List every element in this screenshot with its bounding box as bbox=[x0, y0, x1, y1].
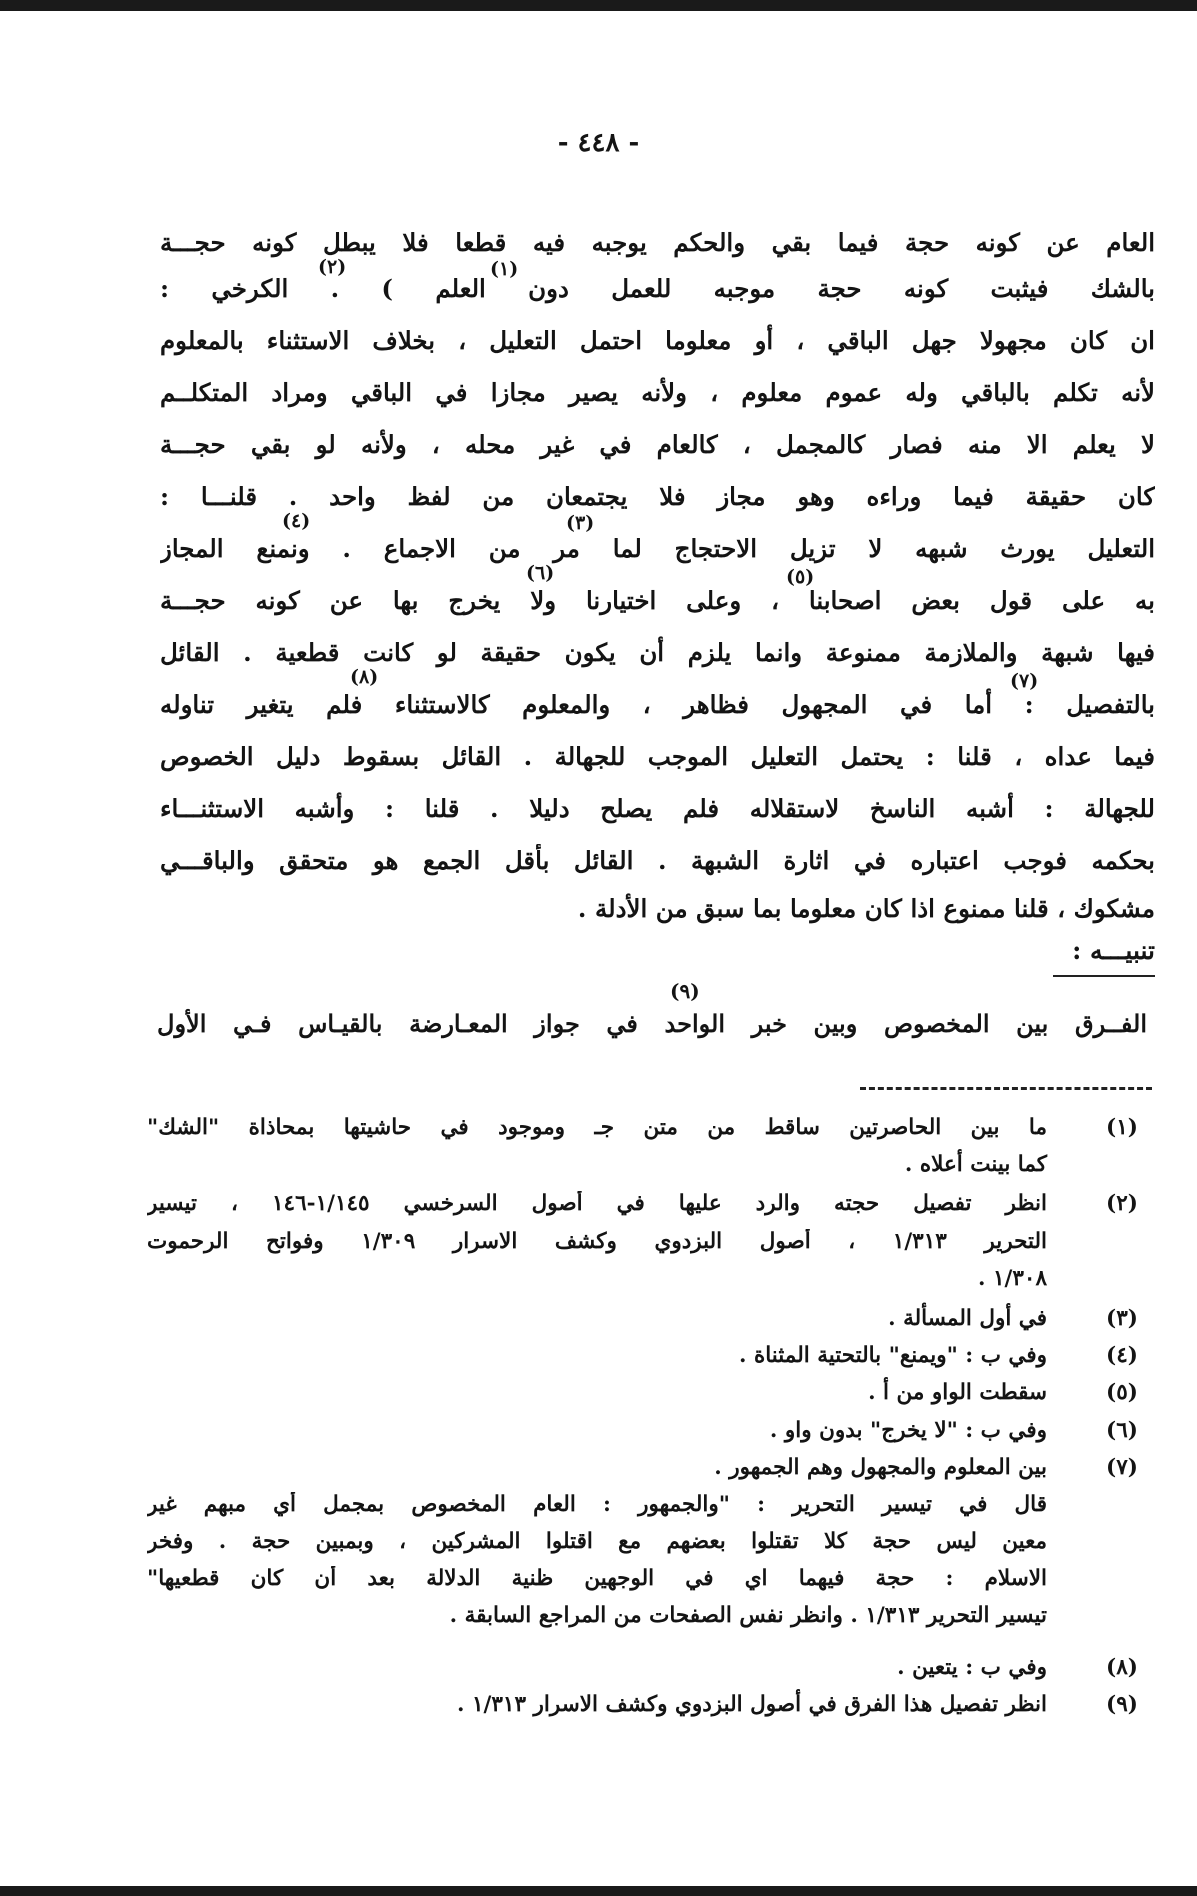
body-line: لا يعلم الا منه فصار كالمجمل ، كالعام في غير محله ، ولأنه لو بقي حجـــة bbox=[160, 430, 1155, 459]
footnote-text: وفي ب : يتعين . bbox=[897, 1655, 1047, 1680]
footnote-mark: (٩) bbox=[670, 979, 700, 1003]
footnote-number: (٧) bbox=[1106, 1455, 1138, 1480]
footnote-number: (٤) bbox=[1106, 1343, 1138, 1368]
body-line: بالتفصيل : أما في المجهول فظاهر ، والمعلوم كالاستثناء فلم يتغير تناوله bbox=[160, 690, 1155, 719]
body-line: العام عن كونه حجة فيما بقي والحكم يوجبه فيه قطعا فلا يبطل كونه حجـــة bbox=[160, 228, 1155, 257]
body-line: لأنه تكلم بالباقي وله عموم معلوم ، ولأنه يصير مجازا في الباقي ومراد المتكلــم bbox=[160, 378, 1155, 407]
footnote-mark: (١) bbox=[490, 258, 519, 280]
page-number: - ٤٤٨ - bbox=[557, 128, 640, 158]
footnote-text: قال في تيسير التحرير : "والجمهور : العام المخصوص بمجمل أي مبهم غير bbox=[147, 1492, 1047, 1517]
footnote-text: تيسير التحرير ١/٣١٣ . وانظر نفس الصفحات من المراجع السابقة . bbox=[449, 1603, 1047, 1628]
body-line: التعليل يورث شبهه لا تزيل الاحتجاج لما مر من الاجماع . ونمنع المجاز bbox=[160, 534, 1155, 563]
footnote-text: ١/٣٠٨ . bbox=[977, 1266, 1047, 1291]
footnote-number: (٩) bbox=[1106, 1692, 1138, 1717]
footnote-number: (٣) bbox=[1106, 1306, 1138, 1331]
footnote-text: التحرير ١/٣١٣ ، أصول البزدوي وكشف الاسرار ١/٣٠٩ وفواتح الرحموت bbox=[147, 1229, 1047, 1254]
footnote-text: بين المعلوم والمجهول وهم الجمهور . bbox=[714, 1455, 1047, 1480]
body-line: بالشك فيثبت كونه حجة موجبه للعمل دون العلم ) . الكرخي : bbox=[160, 274, 1155, 303]
footnote-text: ما بين الحاصرتين ساقط من متن جـ وموجود في حاشيتها بمحاذاة "الشك" bbox=[147, 1115, 1047, 1140]
footnote-text: الاسلام : حجة فيهما اي في الوجهين ظنية الدلالة بعد أن كان قطعيها" bbox=[147, 1566, 1047, 1591]
footnote-text: انظر تفصيل حجته والرد عليها في أصول السرخسي ١/١٤٥-١٤٦ ، تيسير bbox=[147, 1191, 1047, 1216]
footnote-number: (١) bbox=[1106, 1115, 1138, 1140]
top-scan-edge bbox=[0, 0, 1197, 11]
footnote-text: في أول المسألة . bbox=[888, 1306, 1047, 1331]
body-line: فيها شبهة والملازمة ممنوعة وانما يلزم أن يكون حقيقة لو كانت قطعية . القائل bbox=[160, 638, 1155, 667]
footnote-number: (٢) bbox=[1106, 1191, 1138, 1216]
footnote-text: معين ليس حجة كلا تقتلوا بعضهم مع اقتلوا المشركين ، وبمبين حجة . وفخر bbox=[147, 1529, 1047, 1554]
body-line: مشكوك ، قلنا ممنوع اذا كان معلوما بما سبق من الأدلة . bbox=[577, 894, 1155, 923]
footnote-mark: (٨) bbox=[350, 666, 379, 688]
body-line: ان كان مجهولا جهل الباقي ، أو معلوما احتمل التعليل ، بخلاف الاستثناء بالمعلوم bbox=[160, 326, 1155, 355]
footnote-mark: (٢) bbox=[318, 256, 347, 278]
footnote-text: كما بينت أعلاه . bbox=[904, 1152, 1047, 1177]
footnote-number: (٨) bbox=[1106, 1655, 1138, 1680]
footnote-separator bbox=[860, 1087, 1152, 1090]
footnote-text: وفي ب : "لا يخرج" بدون واو . bbox=[769, 1418, 1047, 1443]
footnote-mark: (٥) bbox=[786, 566, 815, 588]
bottom-scan-edge bbox=[0, 1886, 1197, 1896]
body-line: فيما عداه ، قلنا : يحتمل التعليل الموجب للجهالة . القائل بسقوط دليل الخصوص bbox=[160, 742, 1155, 771]
footnote-mark: (٦) bbox=[526, 562, 555, 584]
footnote-number: (٦) bbox=[1106, 1418, 1138, 1443]
difference-line: الفــرق بين المخصوص وبين خبر الواحد في جواز المعـارضة بالقيـاس فـي الأول bbox=[157, 1009, 1147, 1038]
body-line: كان حقيقة فيما وراءه وهو مجاز فلا يجتمعان من لفظ واحد . قلنـــا : bbox=[160, 482, 1155, 511]
body-line: بحكمه فوجب اعتباره في اثارة الشبهة . القائل بأقل الجمع هو متحقق والباقـــي bbox=[160, 846, 1155, 875]
footnote-number: (٥) bbox=[1106, 1380, 1138, 1405]
footnote-text: انظر تفصيل هذا الفرق في أصول البزدوي وكشف الاسرار ١/٣١٣ . bbox=[456, 1692, 1047, 1717]
body-line: للجهالة : أشبه الناسخ لاستقلاله فلم يصلح دليلا . قلنا : وأشبه الاستثنـــاء bbox=[160, 794, 1155, 823]
footnote-mark: (٤) bbox=[282, 510, 311, 532]
footnote-mark: (٧) bbox=[1010, 670, 1039, 692]
body-line: به على قول بعض اصحابنا ، وعلى اختيارنا ولا يخرج بها عن كونه حجـــة bbox=[160, 586, 1155, 615]
footnote-text: سقطت الواو من أ . bbox=[868, 1380, 1047, 1405]
heading-underline bbox=[1053, 975, 1155, 977]
footnote-mark: (٣) bbox=[566, 512, 595, 534]
notice-heading: تنبيـــه : bbox=[1072, 936, 1155, 965]
footnote-text: وفي ب : "ويمنع" بالتحتية المثناة . bbox=[739, 1343, 1047, 1368]
